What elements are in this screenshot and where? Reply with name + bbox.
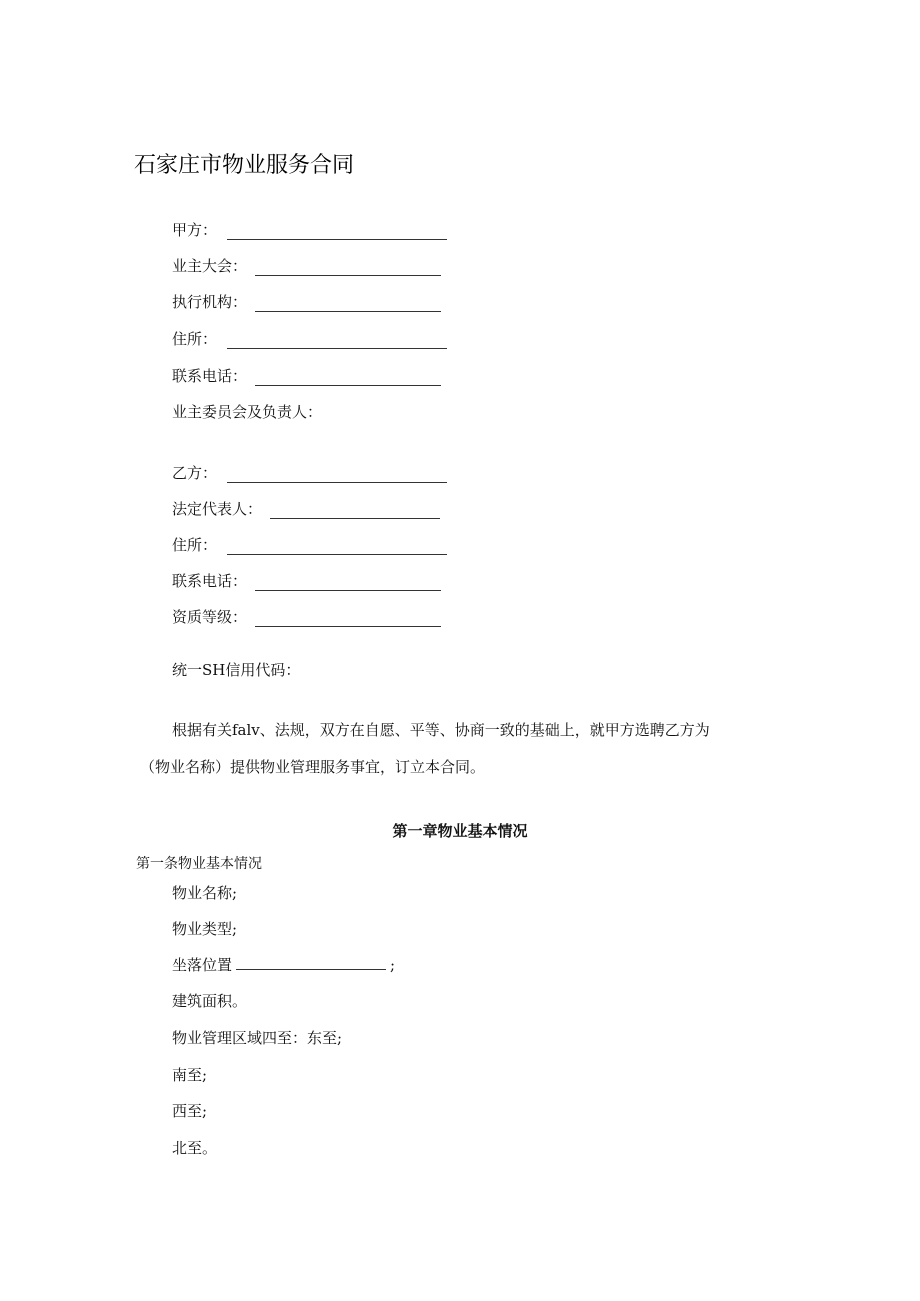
property-name-item: 物业名称; [172,884,238,902]
north-item: 北至。 [172,1139,218,1157]
party-a-phone-field [172,366,441,386]
party-a-address-blank [227,333,447,349]
legal-rep-blank [270,503,440,519]
party-a-phone-label: 联系电话： [172,367,248,385]
location-item [172,955,395,975]
party-a-phone-blank [255,370,441,386]
party-b-phone-label: 联系电话： [172,572,248,590]
owners-assembly-label: 业主大会： [172,257,248,275]
article-heading: 第一条物业基本情况 [136,856,262,872]
party-b-blank [227,467,447,483]
west-item: 西至; [172,1102,208,1120]
executive-body-field [172,292,441,312]
party-b-address-label: 住所： [172,536,218,554]
owners-assembly-blank [255,260,441,276]
document-title: 石家庄市物业服务合同 [134,153,355,178]
party-a-field [172,220,447,240]
party-a-blank [227,224,447,240]
qualification-blank [255,611,441,627]
bounds-item: 物业管理区域四至：东至; [172,1029,343,1047]
party-b-address-blank [227,539,447,555]
party-b-phone-blank [255,575,441,591]
location-blank [236,955,386,970]
building-area-item: 建筑面积。 [172,992,248,1010]
executive-body-label: 执行机构： [172,293,248,311]
property-type-item: 物业类型; [172,920,238,938]
intro-line-2: （物业名称）提供物业管理服务事宜，订立本合同。 [140,758,486,776]
committee-label: 业主委员会及负责人： [172,403,323,421]
location-label: 坐落位置 [172,956,233,974]
party-a-address-label: 住所： [172,330,218,348]
legal-rep-label: 法定代表人： [172,500,263,518]
location-suffix: ; [390,956,396,974]
south-item: 南至; [172,1066,208,1084]
executive-body-blank [255,296,441,312]
chapter-heading: 第一章物业基本情况 [392,822,528,840]
party-a-label: 甲方： [172,221,218,239]
owners-assembly-field [172,256,441,276]
party-b-field [172,463,447,483]
credit-code-label: 统一SH信用代码： [172,661,301,679]
qualification-field [172,607,441,627]
party-b-label: 乙方： [172,464,218,482]
legal-rep-field [172,499,440,519]
qualification-label: 资质等级： [172,608,248,626]
party-a-address-field [172,329,447,349]
party-b-phone-field [172,571,441,591]
intro-line-1: 根据有关falv、法规，双方在自愿、平等、协商一致的基础上，就甲方选聘乙方为 [172,721,710,739]
party-b-address-field [172,535,447,555]
